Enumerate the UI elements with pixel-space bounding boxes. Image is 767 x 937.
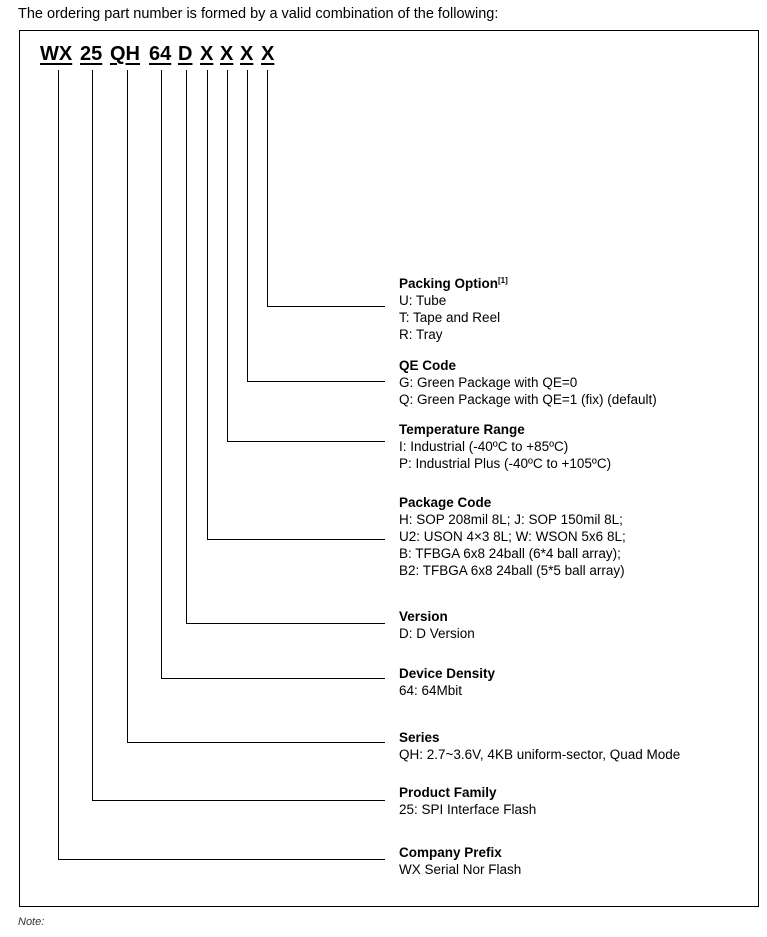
- connector-package-vertical: [207, 70, 208, 539]
- group-temp-line-2: P: Industrial Plus (-40ºC to +105ºC): [399, 456, 612, 471]
- note-label: Note:: [18, 916, 45, 928]
- group-device-density: [399, 665, 495, 699]
- pn-segment-x1: X: [200, 43, 214, 65]
- group-temp-line-1: I: Industrial (-40ºC to +85ºC): [399, 439, 569, 454]
- connector-package-horizontal: [207, 539, 385, 540]
- pn-segment-qh: QH: [110, 43, 140, 65]
- connector-family-vertical: [92, 70, 93, 800]
- group-series-line-1: QH: 2.7~3.6V, 4KB uniform-sector, Quad Mode: [399, 747, 681, 762]
- group-package-line-2: U2: USON 4×3 8L; W: WSON 5x6 8L;: [399, 529, 626, 544]
- connector-qe-horizontal: [247, 381, 385, 382]
- connector-prefix-vertical: [58, 70, 59, 859]
- group-temp-title: Temperature Range: [399, 422, 525, 437]
- connector-qe-vertical: [247, 70, 248, 381]
- pn-segment-25: 25: [80, 43, 103, 65]
- group-packing-line-1: U: Tube: [399, 293, 447, 308]
- group-family-line-1: 25: SPI Interface Flash: [399, 802, 537, 817]
- group-packing-title: Packing Option: [399, 276, 499, 291]
- connector-series-horizontal: [127, 742, 385, 743]
- pn-segment-wx: WX: [40, 43, 73, 65]
- connector-series-vertical: [127, 70, 128, 742]
- group-product-family: [399, 784, 536, 818]
- connector-packing-horizontal: [267, 306, 385, 307]
- intro-text: The ordering part number is formed by a valid combination of the following:: [18, 6, 499, 22]
- connector-version-horizontal: [186, 623, 385, 624]
- pn-segment-x3: X: [240, 43, 254, 65]
- group-version: [399, 608, 475, 642]
- connector-version-vertical: [186, 70, 187, 623]
- group-qe-code: [399, 357, 657, 408]
- group-version-line-1: D: D Version: [399, 626, 475, 641]
- connector-temp-horizontal: [227, 441, 385, 442]
- connector-temp-vertical: [227, 70, 228, 441]
- group-packing-line-2: T: Tape and Reel: [399, 310, 501, 325]
- group-series-title: Series: [399, 730, 440, 745]
- group-packing-option: [399, 272, 508, 343]
- connector-family-horizontal: [92, 800, 385, 801]
- pn-segment-x4: X: [261, 43, 275, 65]
- group-series: [399, 729, 680, 763]
- group-qe-line-2: Q: Green Package with QE=1 (fix) (default): [399, 392, 657, 407]
- part-number-diagram-frame: [19, 30, 759, 907]
- connector-density-horizontal: [161, 678, 385, 679]
- pn-segment-d: D: [178, 43, 193, 65]
- pn-segment-64: 64: [149, 43, 172, 65]
- pn-segment-x2: X: [220, 43, 234, 65]
- group-density-line-1: 64: 64Mbit: [399, 683, 463, 698]
- group-prefix-title: Company Prefix: [399, 845, 502, 860]
- group-package-line-4: B2: TFBGA 6x8 24ball (5*5 ball array): [399, 563, 625, 578]
- group-package-title: Package Code: [399, 495, 492, 510]
- group-temperature-range: [399, 421, 611, 472]
- connector-prefix-horizontal: [58, 859, 385, 860]
- connector-packing-vertical: [267, 70, 268, 306]
- group-package-line-3: B: TFBGA 6x8 24ball (6*4 ball array);: [399, 546, 621, 561]
- group-qe-title: QE Code: [399, 358, 457, 373]
- group-family-title: Product Family: [399, 785, 497, 800]
- group-qe-line-1: G: Green Package with QE=0: [399, 375, 578, 390]
- group-prefix-line-1: WX Serial Nor Flash: [399, 862, 522, 877]
- group-package-line-1: H: SOP 208mil 8L; J: SOP 150mil 8L;: [399, 512, 623, 527]
- group-company-prefix: [399, 844, 521, 878]
- group-density-title: Device Density: [399, 666, 496, 681]
- connector-density-vertical: [161, 70, 162, 678]
- group-package-code: [399, 494, 626, 579]
- footnote-ref: [1]: [498, 276, 508, 285]
- group-version-title: Version: [399, 609, 448, 624]
- group-packing-line-3: R: Tray: [399, 327, 443, 342]
